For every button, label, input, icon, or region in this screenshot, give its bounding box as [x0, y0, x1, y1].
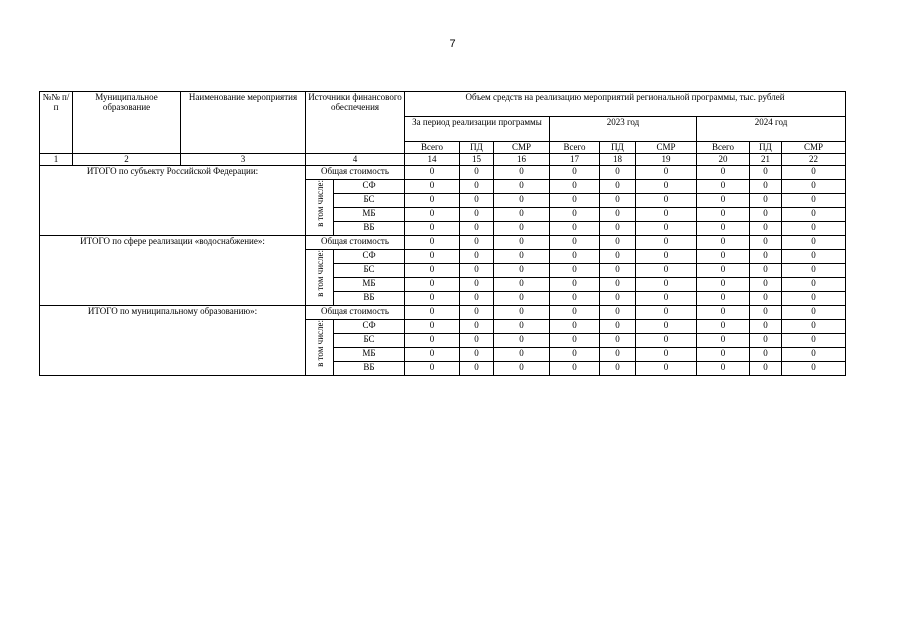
value-cell: 0	[697, 194, 750, 208]
value-cell: 0	[600, 334, 636, 348]
funding-code: СФ	[334, 180, 405, 194]
value-cell: 0	[550, 250, 600, 264]
funding-code: СФ	[334, 320, 405, 334]
value-cell: 0	[697, 166, 750, 180]
value-cell: 0	[697, 264, 750, 278]
value-cell: 0	[494, 264, 550, 278]
value-cell: 0	[550, 278, 600, 292]
header-year-2023: 2023 год	[550, 117, 697, 142]
value-cell: 0	[550, 362, 600, 376]
value-cell: 0	[600, 180, 636, 194]
value-cell: 0	[750, 250, 782, 264]
value-cell: 0	[405, 348, 460, 362]
value-cell: 0	[405, 306, 460, 320]
in-that-label: в том числе:	[314, 320, 325, 367]
value-cell: 0	[550, 236, 600, 250]
total-cost-label: Общая стоимость	[306, 306, 405, 320]
value-cell: 0	[750, 180, 782, 194]
header-sub: Всего	[405, 142, 460, 154]
value-cell: 0	[782, 194, 846, 208]
column-number: 16	[494, 154, 550, 166]
value-cell: 0	[636, 348, 697, 362]
value-cell: 0	[697, 222, 750, 236]
value-cell: 0	[697, 362, 750, 376]
value-cell: 0	[697, 320, 750, 334]
value-cell: 0	[697, 278, 750, 292]
header-sub: Всего	[550, 142, 600, 154]
section-total-row	[40, 306, 846, 320]
value-cell: 0	[636, 194, 697, 208]
value-cell: 0	[750, 264, 782, 278]
column-number: 22	[782, 154, 846, 166]
value-cell: 0	[494, 236, 550, 250]
column-number: 1	[40, 154, 73, 166]
value-cell: 0	[750, 320, 782, 334]
header-year-2024: 2024 год	[697, 117, 846, 142]
header-sub: ПД	[750, 142, 782, 154]
value-cell: 0	[600, 292, 636, 306]
value-cell: 0	[750, 222, 782, 236]
value-cell: 0	[550, 208, 600, 222]
value-cell: 0	[494, 292, 550, 306]
funding-code: СФ	[334, 250, 405, 264]
value-cell: 0	[600, 348, 636, 362]
value-cell: 0	[405, 292, 460, 306]
value-cell: 0	[636, 320, 697, 334]
value-cell: 0	[550, 348, 600, 362]
value-cell: 0	[600, 278, 636, 292]
header-sub: ПД	[600, 142, 636, 154]
value-cell: 0	[550, 166, 600, 180]
value-cell: 0	[494, 250, 550, 264]
header-col-num: №№ п/п	[40, 92, 73, 154]
value-cell: 0	[750, 194, 782, 208]
value-cell: 0	[782, 208, 846, 222]
value-cell: 0	[494, 348, 550, 362]
value-cell: 0	[550, 180, 600, 194]
value-cell: 0	[405, 264, 460, 278]
value-cell: 0	[636, 334, 697, 348]
value-cell: 0	[636, 292, 697, 306]
value-cell: 0	[782, 278, 846, 292]
value-cell: 0	[494, 194, 550, 208]
value-cell: 0	[405, 166, 460, 180]
header-sub: СМР	[782, 142, 846, 154]
funding-code: МБ	[334, 278, 405, 292]
value-cell: 0	[697, 236, 750, 250]
value-cell: 0	[550, 334, 600, 348]
value-cell: 0	[750, 362, 782, 376]
value-cell: 0	[600, 194, 636, 208]
funding-code: БС	[334, 334, 405, 348]
value-cell: 0	[405, 208, 460, 222]
value-cell: 0	[782, 166, 846, 180]
value-cell: 0	[460, 236, 494, 250]
header-col-volume: Объем средств на реализацию мероприятий региональной программы, тыс. рублей	[405, 92, 846, 117]
column-number-row	[40, 154, 846, 166]
column-number: 21	[750, 154, 782, 166]
value-cell: 0	[460, 166, 494, 180]
value-cell: 0	[697, 292, 750, 306]
funding-code: ВБ	[334, 292, 405, 306]
value-cell: 0	[460, 264, 494, 278]
value-cell: 0	[600, 208, 636, 222]
header-period-all: За период реализации программы	[405, 117, 550, 142]
value-cell: 0	[460, 320, 494, 334]
value-cell: 0	[460, 278, 494, 292]
funding-code: БС	[334, 264, 405, 278]
value-cell: 0	[636, 180, 697, 194]
value-cell: 0	[494, 320, 550, 334]
value-cell: 0	[600, 362, 636, 376]
value-cell: 0	[697, 250, 750, 264]
value-cell: 0	[494, 208, 550, 222]
value-cell: 0	[636, 250, 697, 264]
value-cell: 0	[405, 194, 460, 208]
value-cell: 0	[405, 250, 460, 264]
value-cell: 0	[460, 334, 494, 348]
value-cell: 0	[550, 306, 600, 320]
value-cell: 0	[600, 250, 636, 264]
total-cost-label: Общая стоимость	[306, 166, 405, 180]
value-cell: 0	[750, 166, 782, 180]
page-number: 7	[449, 38, 456, 50]
column-number: 3	[181, 154, 306, 166]
value-cell: 0	[405, 180, 460, 194]
value-cell: 0	[697, 348, 750, 362]
value-cell: 0	[782, 250, 846, 264]
value-cell: 0	[750, 306, 782, 320]
value-cell: 0	[600, 264, 636, 278]
value-cell: 0	[750, 348, 782, 362]
header-col-event: Наименование мероприятия	[181, 92, 306, 154]
value-cell: 0	[550, 264, 600, 278]
column-number: 14	[405, 154, 460, 166]
value-cell: 0	[405, 278, 460, 292]
value-cell: 0	[494, 306, 550, 320]
value-cell: 0	[636, 264, 697, 278]
column-number: 18	[600, 154, 636, 166]
funding-code: ВБ	[334, 362, 405, 376]
section-label: ИТОГО по муниципальному образованию»:	[40, 306, 306, 376]
value-cell: 0	[697, 334, 750, 348]
header-col-source: Источники финансового обеспечения	[306, 92, 405, 154]
value-cell: 0	[460, 362, 494, 376]
value-cell: 0	[636, 222, 697, 236]
value-cell: 0	[636, 306, 697, 320]
value-cell: 0	[494, 278, 550, 292]
value-cell: 0	[460, 306, 494, 320]
value-cell: 0	[494, 222, 550, 236]
total-cost-label: Общая стоимость	[306, 236, 405, 250]
value-cell: 0	[697, 208, 750, 222]
value-cell: 0	[460, 222, 494, 236]
in-that-label-cell	[306, 180, 334, 236]
value-cell: 0	[405, 362, 460, 376]
value-cell: 0	[750, 292, 782, 306]
value-cell: 0	[782, 180, 846, 194]
header-sub: СМР	[494, 142, 550, 154]
value-cell: 0	[697, 180, 750, 194]
value-cell: 0	[782, 362, 846, 376]
column-number: 19	[636, 154, 697, 166]
column-number: 20	[697, 154, 750, 166]
value-cell: 0	[460, 208, 494, 222]
value-cell: 0	[405, 222, 460, 236]
funding-code: МБ	[334, 208, 405, 222]
column-number: 2	[73, 154, 181, 166]
value-cell: 0	[460, 292, 494, 306]
section-label: ИТОГО по сфере реализации «водоснабжение»:	[40, 236, 306, 306]
value-cell: 0	[600, 306, 636, 320]
value-cell: 0	[550, 320, 600, 334]
value-cell: 0	[460, 180, 494, 194]
value-cell: 0	[782, 292, 846, 306]
section-label: ИТОГО по субъекту Российской Федерации:	[40, 166, 306, 236]
value-cell: 0	[600, 166, 636, 180]
value-cell: 0	[460, 250, 494, 264]
value-cell: 0	[636, 208, 697, 222]
in-that-label: в том числе:	[314, 250, 325, 297]
column-number: 15	[460, 154, 494, 166]
value-cell: 0	[405, 236, 460, 250]
value-cell: 0	[494, 334, 550, 348]
value-cell: 0	[494, 362, 550, 376]
header-col-municipality: Муниципальное образование	[73, 92, 181, 154]
column-number: 4	[306, 154, 405, 166]
value-cell: 0	[405, 320, 460, 334]
value-cell: 0	[636, 278, 697, 292]
section-total-row	[40, 166, 846, 180]
funding-code: ВБ	[334, 222, 405, 236]
value-cell: 0	[782, 306, 846, 320]
header-sub: ПД	[460, 142, 494, 154]
funding-table	[39, 91, 846, 376]
value-cell: 0	[494, 166, 550, 180]
funding-code: МБ	[334, 348, 405, 362]
value-cell: 0	[782, 236, 846, 250]
value-cell: 0	[600, 320, 636, 334]
value-cell: 0	[782, 320, 846, 334]
value-cell: 0	[782, 348, 846, 362]
funding-code: БС	[334, 194, 405, 208]
value-cell: 0	[636, 362, 697, 376]
value-cell: 0	[494, 180, 550, 194]
value-cell: 0	[750, 236, 782, 250]
header-sub: СМР	[636, 142, 697, 154]
value-cell: 0	[782, 222, 846, 236]
value-cell: 0	[550, 292, 600, 306]
value-cell: 0	[550, 222, 600, 236]
column-number: 17	[550, 154, 600, 166]
value-cell: 0	[697, 306, 750, 320]
value-cell: 0	[550, 194, 600, 208]
value-cell: 0	[636, 236, 697, 250]
value-cell: 0	[460, 348, 494, 362]
value-cell: 0	[782, 264, 846, 278]
value-cell: 0	[750, 278, 782, 292]
header-sub: Всего	[697, 142, 750, 154]
value-cell: 0	[750, 334, 782, 348]
value-cell: 0	[460, 194, 494, 208]
value-cell: 0	[600, 222, 636, 236]
value-cell: 0	[405, 334, 460, 348]
value-cell: 0	[600, 236, 636, 250]
value-cell: 0	[636, 166, 697, 180]
in-that-label: в том числе:	[314, 180, 325, 227]
section-total-row	[40, 236, 846, 250]
in-that-label-cell	[306, 320, 334, 376]
in-that-label-cell	[306, 250, 334, 306]
value-cell: 0	[750, 208, 782, 222]
value-cell: 0	[782, 334, 846, 348]
